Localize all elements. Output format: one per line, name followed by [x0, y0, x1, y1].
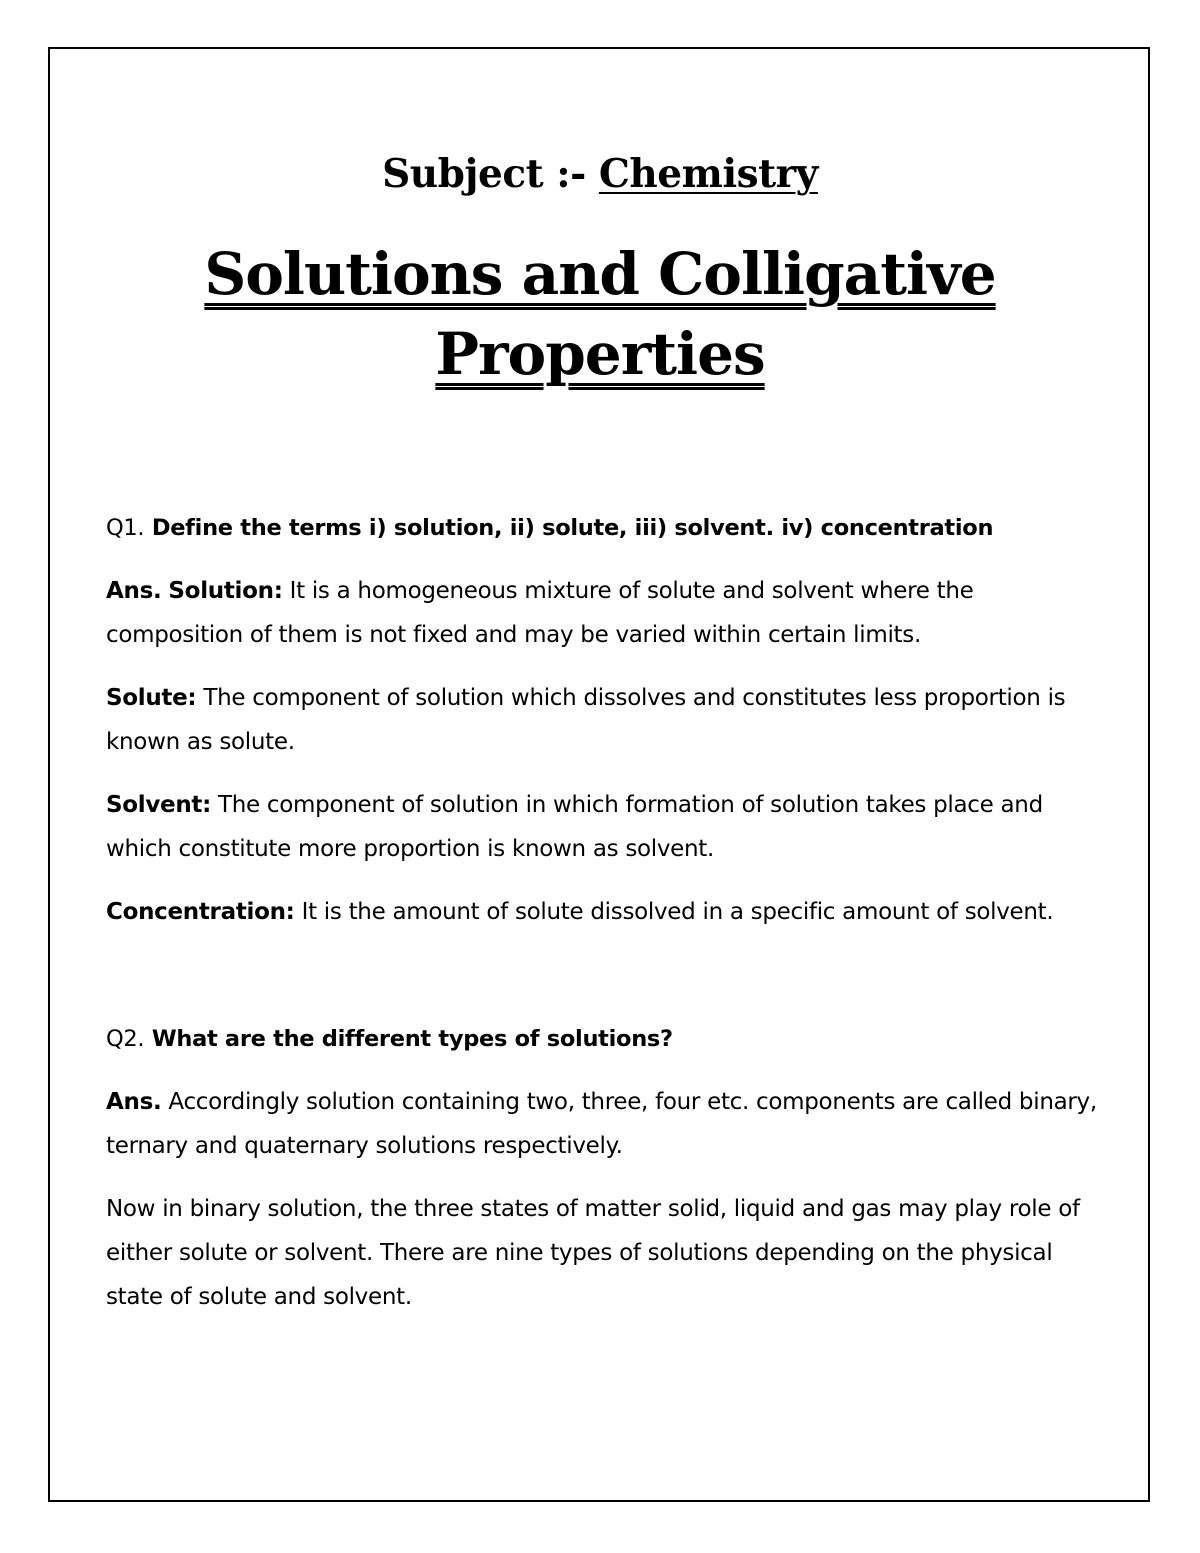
question-1-number: Q1.: [106, 515, 145, 541]
term-solvent: Solvent:: [106, 792, 212, 818]
q2-answer-paragraph-1: [106, 1080, 1106, 1168]
title-line-1: Solutions and Colligative: [204, 240, 996, 308]
q1-answer-solution: [106, 569, 1106, 657]
answer-label: Ans.: [106, 1089, 162, 1115]
question-1-text: Define the terms i) solution, ii) solute, iii) solvent. iv) concentration: [151, 515, 994, 541]
question-1: [106, 506, 1106, 550]
subject-value: Chemistry: [598, 151, 818, 197]
q1-answer-concentration: [106, 890, 1106, 934]
question-2-number: Q2.: [106, 1026, 145, 1052]
term-concentration: Concentration:: [106, 899, 295, 925]
answer-label: Ans.: [106, 578, 162, 604]
title-line-2: Properties: [435, 320, 765, 388]
subject-heading: [0, 146, 1200, 202]
q1-answer-solute: [106, 676, 1106, 764]
question-2-text: What are the different types of solutions?: [151, 1026, 673, 1052]
question-2: [106, 1017, 1106, 1061]
term-solution: Solution:: [168, 578, 283, 604]
section-gap: [106, 953, 1106, 1017]
definition-solvent: The component of solution in which formation of solution takes place and which constitute more proportion is known as solvent.: [106, 792, 1043, 862]
subject-label: Subject :-: [382, 151, 586, 197]
definition-solution: It is a homogeneous mixture of solute and solvent where the composition of them is not fixed and may be varied within certain limits.: [106, 578, 974, 648]
q2-answer-text-2: Now in binary solution, the three states of matter solid, liquid and gas may play role of either solute or solvent. There are nine types of solutions depending on the physical state of solute and solvent.: [106, 1196, 1080, 1310]
definition-solute: The component of solution which dissolves and constitutes less proportion is known as solute.: [106, 685, 1066, 755]
term-solute: Solute:: [106, 685, 197, 711]
definition-concentration: It is the amount of solute dissolved in a specific amount of solvent.: [301, 899, 1054, 925]
q2-answer-text-1: Accordingly solution containing two, three, four etc. components are called binary, ternary and quaternary solutions respectively.: [106, 1089, 1097, 1159]
q2-answer-paragraph-2: [106, 1187, 1106, 1319]
document-body: [106, 506, 1106, 1338]
q1-answer-solvent: [106, 783, 1106, 871]
document-title: [0, 234, 1200, 394]
